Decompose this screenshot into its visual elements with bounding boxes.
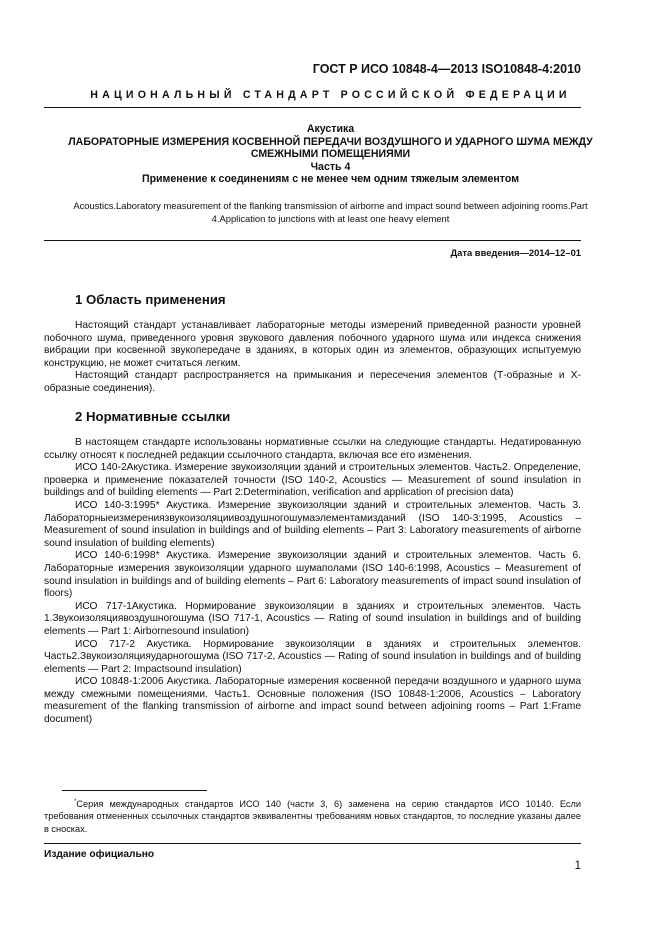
reference-item: ИСО 140-2Акустика. Измерение звукоизоляции зданий и строительных элементов. Часть2. Определение, проверка и применение показателей точности (ISO 140-2, Acoustics — Measurement of sound insulation in buildings and of building elements — Part 2:Determination, verification and application of precision data): [44, 462, 581, 499]
section-1-heading: 1 Область применения: [75, 292, 226, 307]
national-standard-banner: НАЦИОНАЛЬНЫЙ СТАНДАРТ РОССИЙСКОЙ ФЕДЕРАЦИИ: [90, 89, 571, 101]
page-number: 1: [574, 860, 581, 872]
main-title: ЛАБОРАТОРНЫЕ ИЗМЕРЕНИЯ КОСВЕННОЙ ПЕРЕДАЧИ ВОЗДУШНОГО И УДАРНОГО ШУМА МЕЖДУ СМЕЖНЫМИ ПОМЕЩЕНИЯМИ: [68, 135, 593, 160]
section-2-heading: 2 Нормативные ссылки: [75, 409, 231, 424]
paragraph: Настоящий стандарт устанавливает лабораторные методы измерений приведенной разности уровней побочного шума, приведенного уровня звукового давления побочного ударного шума или индекса снижения вибрации при косвенной звукопередаче в зданиях, в которых один из элементов, образующих испытуемую конструкцию, не может считаться легким.: [44, 320, 581, 369]
footnote-text: Серия международных стандартов ИСО 140 (части 3, 6) заменена на серию стандартов ИСО 10140. Если требования отмененных ссылочных стандартов эквивалентны требованиям новых стандартов, то последние указаны далее в сносках.: [44, 799, 581, 834]
reference-item: ИСО 140-3:1995* Акустика. Измерение звукоизоляции зданий и строительных элементов. Часть 3. Лабораторныеизмерениязвукоизоляциивоздушногошумаэлементамизданий (ISO 140-3:1995, Acoustics – Measurement of sound insulation in buildings and of building elements – Part 3: Laboratory measurements of airborne sound insulation of building elements): [44, 499, 581, 549]
reference-item: ИСО 717-2 Акустика. Нормирование звукоизоляции в зданиях и строительных элементов. Часть2.Звукоизоляцияударногошума (ISO 717-2, Acoustics — Rating of sound insulation in buildings and of building elements — Part 2: Impactsound insulation): [44, 638, 581, 675]
reference-item: ИСО 140-6:1998* Акустика. Измерение звукоизоляции зданий и строительных элементов. Часть 6. Лабораторные измерения звукоизоляции ударного шумаполами (ISO 140-6:1998, Acoustics – Measurement of sound insulation in buildings and of building elements – Part 6: Laboratory measurements of impact sound insulation of floors): [44, 550, 581, 600]
section-2-body: [44, 437, 581, 727]
footnote: [44, 796, 581, 835]
reference-item: ИСО 10848-1:2006 Акустика. Лабораторные измерения косвенной передачи воздушного и ударного шума между смежными помещениями. Часть1. Основные положения (ISO 10848-1:2006, Acoustics – Laboratory measurement of the flanking transmission of airborne and impact sound between adjoining rooms – Part 1:Frame document): [44, 676, 581, 726]
official-edition-label: Издание официально: [44, 849, 155, 860]
section-1-body: [44, 320, 581, 396]
english-title: Acoustics.Laboratory measurement of the flanking transmission of airborne and impact sound between adjoining rooms.Part 4.Application to junctions with at least one heavy element: [73, 200, 588, 224]
bottom-divider: [44, 843, 581, 844]
footnote-marker: *: [74, 799, 77, 805]
top-divider: [44, 107, 581, 108]
footnote-divider: [62, 790, 207, 791]
paragraph: Настоящий стандарт распространяется на примыкания и пересечения элементов (Т-образные и Х-образные соединения).: [44, 370, 581, 394]
part-number: Часть 4: [310, 160, 351, 173]
introduction-date: Дата введения—2014–12–01: [450, 247, 581, 258]
title-block: [50, 123, 611, 186]
paragraph: В настоящем стандарте использованы нормативные ссылки на следующие стандарты. Недатированную ссылку относят к последней редакции ссылочного стандарта, включая все его изменения.: [44, 437, 581, 461]
part-title: Применение к соединениям с не менее чем одним тяжелым элементом: [141, 173, 520, 185]
subject-title: Акустика: [306, 123, 355, 135]
standard-code: ГОСТ Р ИСО 10848-4—2013 ISO10848-4:2010: [312, 62, 581, 76]
middle-divider: [44, 240, 581, 241]
reference-item: ИСО 717-1Акустика. Нормирование звукоизоляции в зданиях и строительных элементов. Часть 1.Звукоизоляциявоздушногошума (ISO 717-1, Acoustics — Rating of sound insulation in buildings and of building elements — Part 1: Airbornesound insulation): [44, 600, 581, 637]
